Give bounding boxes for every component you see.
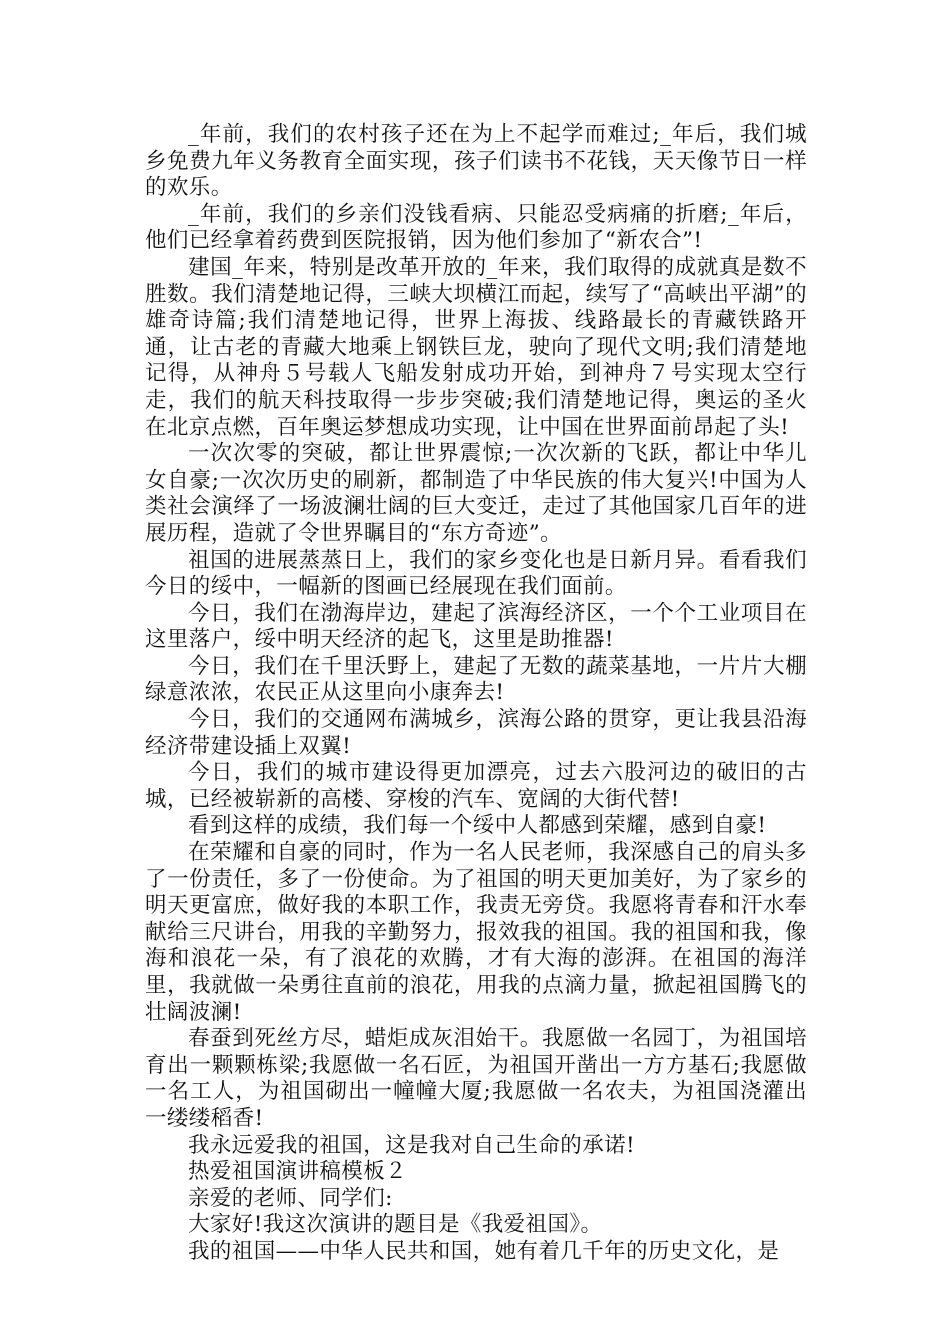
paragraph: 建国_年来，特别是改革开放的_年来，我们取得的成就真是数不胜数。我们清楚地记得，三峡大坝横江而起，续写了“高峡出平湖”的雄奇诗篇;我们清楚地记得，世界上海拔、线路最长的青藏铁路开通，让古老的青藏大地乘上钢铁巨龙，驶向了现代文明;我们清楚地记得，从神舟５号载人飞船发射成功开始，到神舟７号实现太空行走，我们的航天科技取得一步步突破;我们清楚地记得，奥运的圣火在北京点燃，百年奥运梦想成功实现，让中国在世界面前昂起了头! xyxy=(145,254,807,440)
section-title: 热爱祖国演讲稿模板２ xyxy=(188,1159,408,1185)
salutation: 亲爱的老师、同学们: xyxy=(188,1185,393,1211)
paragraph: 大家好!我这次演讲的题目是《我爱祖国》。 xyxy=(188,1212,603,1238)
paragraph: 今日，我们在千里沃野上，建起了无数的蔬菜基地，一片片大棚绿意浓浓，农民正从这里向小康奔去! xyxy=(145,653,807,706)
paragraph: 我的祖国——中华人民共和国，她有着几千年的历史文化，是 xyxy=(188,1238,780,1264)
paragraph: 一次次零的突破，都让世界震惊;一次次新的飞跃，都让中华儿女自豪;一次次历史的刷新，都制造了中华民族的伟大复兴!中国为人类社会演绎了一场波澜壮阔的巨大变迁，走过了其他国家几百年的进展历程，造就了令世界瞩目的“东方奇迹”。 xyxy=(145,441,807,546)
paragraph: 看到这样的成绩，我们每一个绥中人都感到荣耀，感到自豪! xyxy=(188,813,767,839)
paragraph: 我永远爱我的祖国，这是我对自己生命的承诺! xyxy=(188,1132,636,1158)
paragraph: 春蚕到死丝方尽，蜡炬成灰泪始干。我愿做一名园丁，为祖国培育出一颗颗栋梁;我愿做一名石匠，为祖国开凿出一方方基石;我愿做一名工人，为祖国砌出一幢幢大厦;我愿做一名农夫，为祖国浇灌出一缕缕稻香! xyxy=(145,1026,807,1131)
paragraph: 今日，我们的交通网布满城乡，滨海公路的贯穿，更让我县沿海经济带建设插上双翼! xyxy=(145,707,807,759)
paragraph: _年前，我们的农村孩子还在为上不起学而难过;_年后，我们城乡免费九年义务教育全面实现，孩子们读书不花钱，天天像节日一样的欢乐。 xyxy=(145,122,807,201)
paragraph: 在荣耀和自豪的同时，作为一名人民老师，我深感自己的肩头多了一份责任，多了一份使命。为了祖国的明天更加美好，为了家乡的明天更富庶，做好我的本职工作，我责无旁贷。我愿将青春和汗水奉献给三尺讲台，用我的辛勤努力，报效我的祖国。我的祖国和我，像海和浪花一朵，有了浪花的欢腾，才有大海的澎湃。在祖国的海洋里，我就做一朵勇往直前的浪花，用我的点滴力量，掀起祖国腾飞的壮阔波澜! xyxy=(145,840,807,1025)
paragraph: 今日，我们在渤海岸边，建起了滨海经济区，一个个工业项目在这里落户，绥中明天经济的起飞，这里是助推器! xyxy=(145,600,807,653)
paragraph: 今日，我们的城市建设得更加漂亮，过去六股河边的破旧的古城，已经被崭新的高楼、穿梭的汽车、宽阔的大街代替! xyxy=(145,760,807,812)
paragraph: 祖国的进展蒸蒸日上，我们的家乡变化也是日新月异。看看我们今日的绥中，一幅新的图画已经展现在我们面前。 xyxy=(145,547,807,600)
paragraph: _年前，我们的乡亲们没钱看病、只能忍受病痛的折磨;_年后，他们已经拿着药费到医院报销，因为他们参加了“新农合”! xyxy=(145,201,807,254)
document-body xyxy=(145,122,807,1266)
